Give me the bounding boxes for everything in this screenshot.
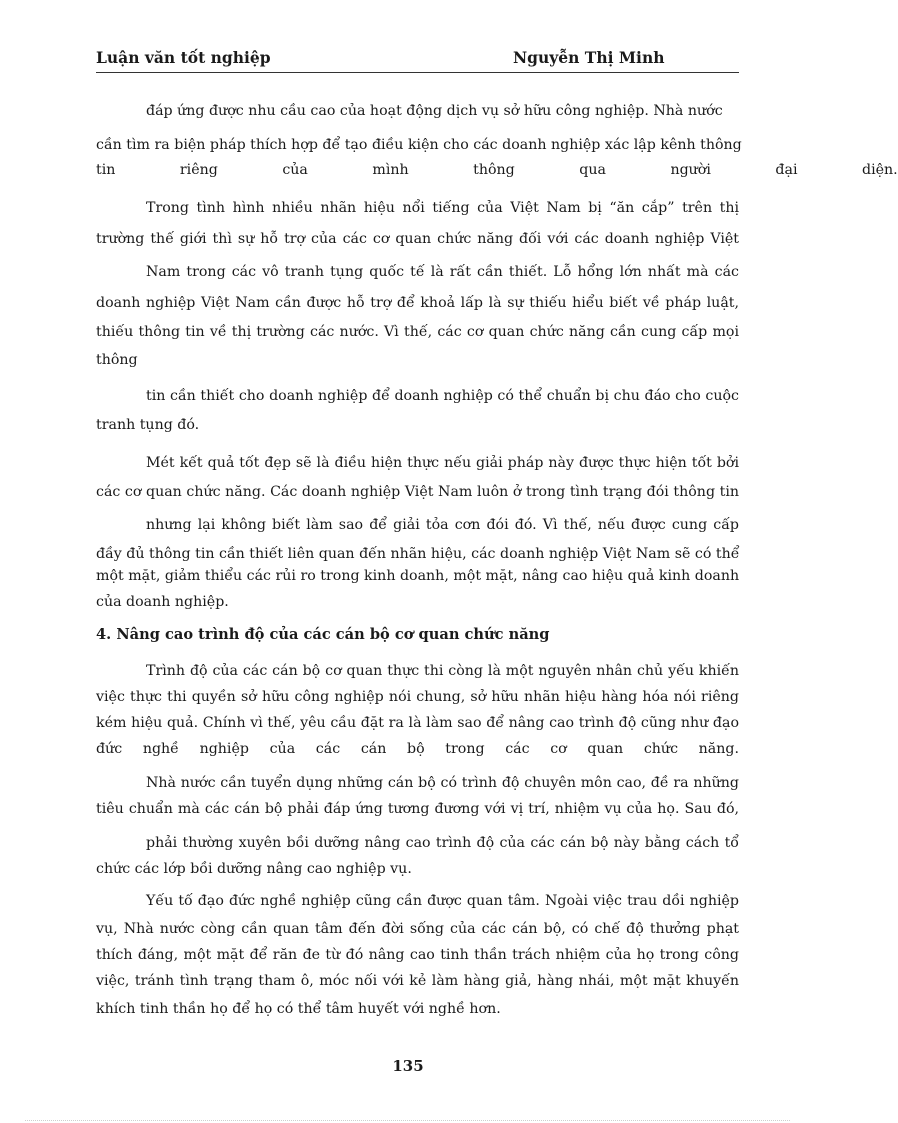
text-line: cần tìm ra biện pháp thích hợp để tạo điều kiện cho các doanh nghiệp xác lập kênh thông xyxy=(96,137,742,153)
text-line: việc, tránh tình trạng tham ô, móc nối với kẻ làm hàng giả, hàng nhái, một mặt khuyến xyxy=(96,973,739,989)
text-line: kém hiệu quả. Chính vì thế, yêu cầu đặt ra là làm sao để nâng cao trình độ cũng như đạo xyxy=(96,715,739,731)
text-line: doanh nghiệp Việt Nam cần được hỗ trợ để khoả lấp là sự thiếu hiểu biết về pháp luật, xyxy=(96,295,739,311)
text-line: Nhà nước cần tuyển dụng những cán bộ có trình độ chuyên môn cao, đề ra những xyxy=(146,775,739,791)
document-title: Luận văn tốt nghiệp xyxy=(96,48,271,67)
text-line: các cơ quan chức năng. Các doanh nghiệp Việt Nam luôn ở trong tình trạng đói thông tin xyxy=(96,484,739,500)
text-line: đầy đủ thông tin cần thiết liên quan đến nhãn hiệu, các doanh nghiệp Việt Nam sẽ có thể xyxy=(96,546,740,562)
text-line: thiếu thông tin về thị trường các nước. Vì thế, các cơ quan chức năng cần cung cấp mọi xyxy=(96,324,739,340)
text-line: vụ, Nhà nước còng cần quan tâm đến đời sống của các cán bộ, có chế độ thưởng phạt xyxy=(96,921,739,937)
text-line: việc thực thi quyền sở hữu công nghiệp nói chung, sở hữu nhãn hiệu hàng hóa nói riêng xyxy=(96,689,739,705)
text-line: khích tinh thần họ để họ có thể tâm huyết với nghề hơn. xyxy=(96,1001,501,1017)
page-number: 135 xyxy=(392,1057,424,1075)
text-line: đức nghề nghiệp của các cán bộ trong các cơ quan chức năng. xyxy=(96,741,739,757)
text-line: của doanh nghiệp. xyxy=(96,594,229,610)
text-line: phải thường xuyên bồi dưỡng nâng cao trình độ của các cán bộ này bằng cách tổ xyxy=(146,835,739,851)
page-header xyxy=(96,48,739,73)
section-heading: 4. Nâng cao trình độ của các cán bộ cơ quan chức năng xyxy=(96,626,550,643)
author-name: Nguyễn Thị Minh xyxy=(513,48,665,67)
text-line: thông xyxy=(96,352,138,368)
text-line: tiêu chuẩn mà các cán bộ phải đáp ứng tương đương với vị trí, nhiệm vụ của họ. Sau đó, xyxy=(96,801,739,817)
text-line: Yếu tố đạo đức nghề nghiệp cũng cần được quan tâm. Ngoài việc trau dồi nghiệp xyxy=(146,893,739,909)
text-line: chức các lớp bồi dưỡng nâng cao nghiệp vụ. xyxy=(96,861,412,877)
text-line: nhưng lại không biết làm sao để giải tỏa cơn đói đó. Vì thế, nếu được cung cấp xyxy=(146,517,739,533)
text-line: Mét kết quả tốt đẹp sẽ là điều hiện thực nếu giải pháp này được thực hiện tốt bởi xyxy=(146,455,739,471)
text-line: tin cần thiết cho doanh nghiệp để doanh nghiệp có thể chuẩn bị chu đáo cho cuộc xyxy=(146,388,739,404)
text-line: Trình độ của các cán bộ cơ quan thực thi còng là một nguyên nhân chủ yếu khiến xyxy=(146,663,739,679)
text-line: Trong tình hình nhiều nhãn hiệu nổi tiếng của Việt Nam bị “ăn cắp” trên thị xyxy=(146,200,739,216)
text-line: tin riêng của mình thông qua người đại diện. xyxy=(96,162,898,178)
text-line: một mặt, giảm thiểu các rủi ro trong kinh doanh, một mặt, nâng cao hiệu quả kinh doanh xyxy=(96,568,740,584)
page-bottom-rule xyxy=(25,1120,790,1121)
text-line: Nam trong các vô tranh tụng quốc tế là rất cần thiết. Lỗ hổng lớn nhất mà các xyxy=(146,264,739,280)
text-line: trường thế giới thì sự hỗ trợ của các cơ quan chức năng đối với các doanh nghiệp Việt xyxy=(96,231,739,247)
text-line: thích đáng, một mặt để răn đe từ đó nâng cao tinh thần trách nhiệm của họ trong công xyxy=(96,947,739,963)
text-line: tranh tụng đó. xyxy=(96,417,200,433)
text-line: đáp ứng được nhu cầu cao của hoạt động dịch vụ sở hữu công nghiệp. Nhà nước xyxy=(146,103,723,119)
